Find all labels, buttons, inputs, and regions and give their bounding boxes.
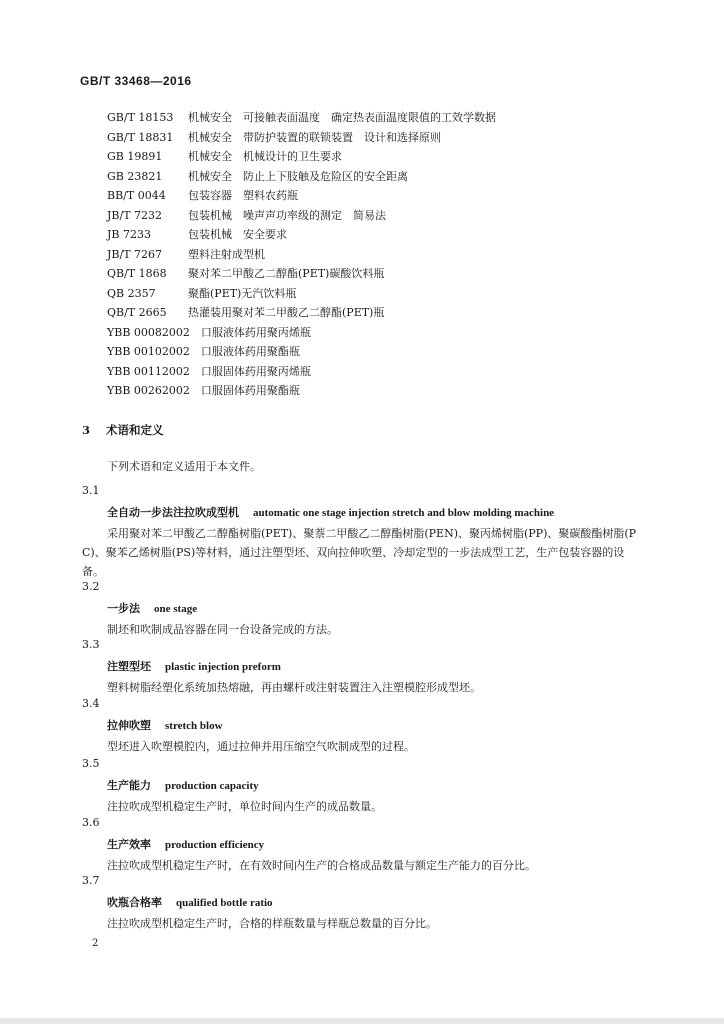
reference-item [107,303,496,323]
term-name-zh: 拉伸吹塑 [107,719,151,732]
reference-item [107,342,496,362]
reference-title: 包装机械 噪声声功率级的测定 简易法 [188,208,386,222]
reference-code: QB 2357 [107,286,156,300]
term-definition: 注拉吹成型机稳定生产时，合格的样瓶数量与样瓶总数量的百分比。 [107,917,437,930]
term-name [107,717,223,733]
term-definition: 塑料树脂经塑化系统加热熔融，再由螺杆或注射装置注入注塑模腔形成型坯。 [107,681,481,694]
term-definition: 型坯进入吹塑模腔内，通过拉伸并用压缩空气吹制成型的过程。 [107,740,415,753]
term-name-en: qualified bottle ratio [176,897,273,909]
term-definition: 制坯和吹制成品容器在同一台设备完成的方法。 [107,623,338,636]
reference-code: YBB 00112002 [107,364,190,378]
term-number: 3.3 [82,638,100,651]
term-name-en: stretch blow [165,720,223,732]
reference-item [107,108,496,128]
reference-code: YBB 00102002 [107,345,190,358]
reference-code: GB 19891 [107,150,163,163]
reference-code: GB 23821 [107,169,163,183]
term-name-en: one stage [154,603,198,615]
reference-code: GB/T 18831 [107,130,174,144]
normative-references-list [107,108,496,401]
term-name-zh: 生产能力 [107,779,151,792]
section-heading [82,422,164,438]
term-name-en: production efficiency [165,839,265,851]
term-name [107,600,197,616]
reference-item [107,128,496,148]
reference-code: QB/T 2665 [107,306,167,319]
reference-item [107,284,496,304]
term-name [107,504,554,520]
reference-title: 机械安全 带防护装置的联锁装置 设计和选择原则 [188,130,441,144]
reference-code: JB/T 7232 [107,208,163,222]
term-definition: 采用聚对苯二甲酸乙二醇酯树脂(PET)、聚萘二甲酸乙二醇酯树脂(PEN)、聚丙烯树脂(PP)、聚碳酸酯树脂(PC)、聚苯乙烯树脂(PS)等材料，通过注塑型坯、双向拉伸吹塑、冷却定型的一步法成型工艺，生产包装容器的设备。 [82,527,637,578]
term-name-en: plastic injection preform [165,661,281,673]
term-name-zh: 全自动一步法注拉吹成型机 [107,506,239,519]
reference-title: 机械安全 机械设计的卫生要求 [188,150,342,163]
section-title: 术语和定义 [106,423,164,437]
term-name-en: production capacity [165,780,259,792]
reference-item [107,147,496,167]
reference-code: JB 7233 [107,228,151,241]
page-number: 2 [92,938,99,949]
reference-title: 口服液体药用聚酯瓶 [200,345,300,358]
reference-item [107,167,496,187]
reference-title: 口服液体药用聚丙烯瓶 [200,325,311,339]
term-name [107,777,259,793]
reference-code: YBB 00262002 [107,384,190,397]
reference-item [107,264,496,284]
term-name-zh: 吹瓶合格率 [107,896,162,909]
reference-title: 机械安全 可接触表面温度 确定热表面温度限值的工效学数据 [188,111,496,124]
term-name-zh: 一步法 [107,602,140,615]
reference-item [107,225,496,245]
reference-code: JB/T 7267 [107,247,163,261]
term-number: 3.4 [82,697,100,710]
term-name [107,658,281,674]
term-name-zh: 注塑型坯 [107,660,151,673]
term-definition: 注拉吹成型机稳定生产时，单位时间内生产的成品数量。 [107,800,382,813]
reference-code: BB/T 0044 [107,189,166,202]
reference-item [107,323,496,343]
reference-code: QB/T 1868 [107,267,167,280]
reference-title: 口服固体药用聚丙烯瓶 [200,364,311,378]
page-bottom-edge [0,1018,724,1024]
term-number: 3.5 [82,757,100,770]
term-name-zh: 生产效率 [107,838,151,851]
term-name [107,836,264,852]
term-number: 3.1 [82,484,100,497]
reference-title: 聚对苯二甲酸乙二醇酯(PET)碳酸饮料瓶 [188,267,385,280]
section-intro: 下列术语和定义适用于本文件。 [107,460,261,473]
reference-title: 包装机械 安全要求 [188,228,287,241]
term-name [107,894,273,910]
reference-title: 口服固体药用聚酯瓶 [200,384,300,397]
term-number: 3.2 [82,580,100,593]
reference-code: YBB 00082002 [107,325,190,339]
reference-title: 聚酯(PET)无汽饮料瓶 [188,286,297,300]
reference-item [107,206,496,226]
section-number: 3 [82,423,91,437]
term-name-en: automatic one stage injection stretch and blow molding machine [253,507,555,519]
term-number: 3.7 [82,874,100,887]
reference-title: 热灌装用聚对苯二甲酸乙二醇酯(PET)瓶 [188,306,385,319]
reference-code: GB/T 18153 [107,111,174,124]
term-number: 3.6 [82,816,100,829]
reference-title: 机械安全 防止上下肢触及危险区的安全距离 [188,169,408,183]
reference-item [107,362,496,382]
reference-title: 包装容器 塑料农药瓶 [188,189,298,202]
reference-item [107,186,496,206]
reference-title: 塑料注射成型机 [188,247,265,261]
term-definition: 注拉吹成型机稳定生产时，在有效时间内生产的合格成品数量与额定生产能力的百分比。 [107,859,536,872]
document-header: GB/T 33468—2016 [80,74,192,88]
reference-item [107,381,496,401]
reference-item [107,245,496,265]
